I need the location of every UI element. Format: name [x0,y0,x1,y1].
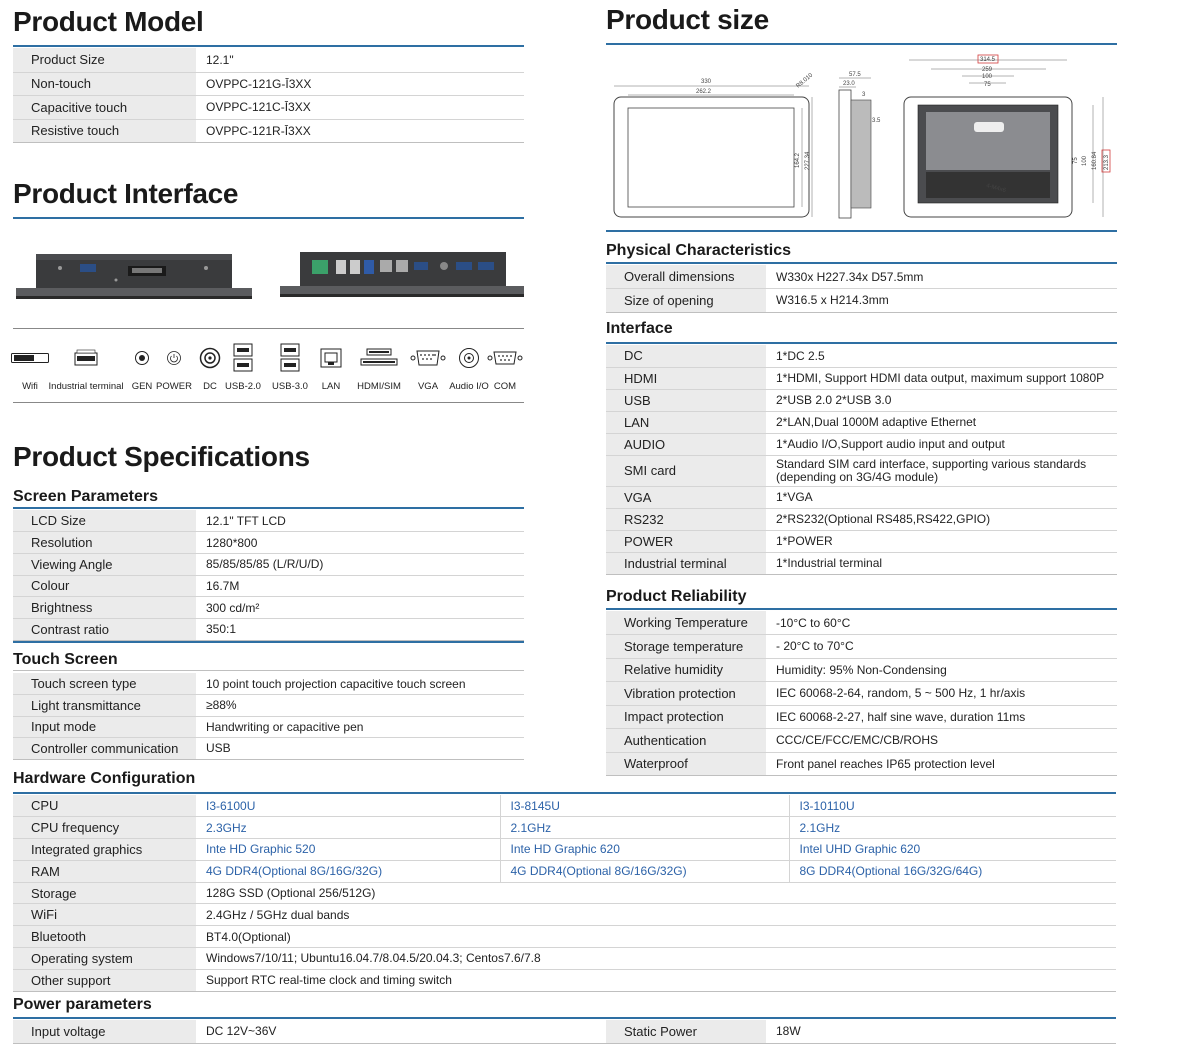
spec-row-bluetooth [13,926,1116,948]
front-view-drawing [614,72,815,217]
brightness-value: 300 cd/m² [196,597,524,619]
usb-value: 2*USB 2.0 2*USB 3.0 [766,389,1117,411]
reliability-title: Product Reliability [606,588,747,605]
interface-icon-label: COM [493,381,517,392]
interface-icon-label: LAN [321,381,341,392]
spec-row-size-of-opening [606,289,1117,313]
lan-icon [320,342,342,374]
brightness-label: Brightness [13,597,196,619]
interface-lan [306,342,356,392]
spec-row-impact-protection [606,705,1117,729]
working-temperature-label: Working Temperature [606,611,766,635]
non-touch-value: OVPPC-121G-Ī3XX [196,72,524,95]
interface-icon-label: Audio I/O [449,381,489,392]
static-power-label: Static Power [606,1020,766,1043]
spec-row-audio [606,433,1117,455]
viewing-angle-value: 85/85/85/85 (L/R/U/D) [196,553,524,575]
rs232-label: RS232 [606,508,766,530]
lcd-size-label: LCD Size [13,510,196,532]
overall-dimensions-label: Overall dimensions [606,265,766,289]
back-screw: 4-M4x6 [985,183,1007,195]
audio-label: AUDIO [606,433,766,455]
cpu-value-1: I3-6100U [196,795,500,817]
spec-row-viewing-angle [13,553,524,575]
product-model-rule [13,45,524,47]
product-size-rule [606,43,1117,45]
side-d3: 3 [862,92,866,98]
contrast-ratio-label: Contrast ratio [13,618,196,640]
other-support-label: Other support [13,969,196,991]
dc-value: 1*DC 2.5 [766,345,1117,367]
integrated-graphics-value-1: Inte HD Graphic 520 [196,839,500,861]
back-view-drawing [904,55,1110,217]
back-w2: 259 [982,67,993,73]
spec-row-lan [606,411,1117,433]
front-w-inner: 262.2 [696,89,712,95]
integrated-graphics-value-2: Inte HD Graphic 620 [500,839,789,861]
spec-row-other-support [13,969,1116,991]
capacitive-touch-label: Capacitive touch [13,95,196,119]
input-mode-value: Handwriting or capacitive pen [196,716,524,738]
power-value: 1*POWER [766,530,1117,552]
spec-row-vga [606,486,1117,508]
spec-row-ram [13,860,1116,882]
spec-row-capacitive-touch [13,95,524,119]
product-size-bottom-rule [606,230,1117,232]
device-io-photo [280,250,524,300]
ram-value-2: 4G DDR4(Optional 8G/16G/32G) [500,860,789,882]
storage-label: Storage [13,882,196,904]
device-side-photo [16,250,252,302]
spec-row-waterproof [606,752,1117,776]
spec-row-storage [13,882,1116,904]
input-voltage-label: Input voltage [13,1020,196,1043]
dc-label: DC [606,345,766,367]
interface-icon-label: POWER [156,381,192,392]
spec-row-cpu-frequency [13,817,1116,839]
interface-industrial-terminal [48,342,124,392]
dimension-drawing [606,50,1117,228]
relative-humidity-value: Humidity: 95% Non-Condensing [766,658,1117,682]
back-h2: 100 [1082,155,1088,166]
hdmi-sim-icon [360,342,398,374]
overall-dimensions-value: W330x H227.34x D57.5mm [766,265,1117,289]
spec-row-touch-screen-type [13,673,524,695]
side-d1: 57.5 [849,72,861,78]
cpu-frequency-label: CPU frequency [13,817,196,839]
hdmi-value: 1*HDMI, Support HDMI data output, maximum support 1080P [766,367,1117,389]
operating-system-value: Windows7/10/11; Ubuntu16.04.7/8.04.5/20.04.3; Centos7.6/7.8 [196,948,1116,970]
spec-row-product-size [13,48,524,72]
interface-icon-label: GEN [131,381,153,392]
front-w-outer: 330 [701,79,712,85]
power-label: POWER [606,530,766,552]
input-mode-label: Input mode [13,716,196,738]
interface-icon-label: VGA [417,381,439,392]
size-of-opening-label: Size of opening [606,289,766,313]
colour-label: Colour [13,575,196,597]
smi-card-label: SMI card [606,455,766,486]
relative-humidity-label: Relative humidity [606,658,766,682]
interface-wifi [5,342,55,392]
waterproof-value: Front panel reaches IP65 protection level [766,752,1117,776]
product-size-label: Product Size [13,48,196,72]
static-power-value: 18W [766,1020,1116,1043]
interface-icon-label: HDMI/SIM [357,381,401,392]
controller-communication-label: Controller communication [13,738,196,760]
touch-screen-title: Touch Screen [13,651,118,668]
spec-row-operating-system [13,948,1116,970]
rs232-value: 2*RS232(Optional RS485,RS422,GPIO) [766,508,1117,530]
spec-row-smi-card [606,455,1117,486]
bluetooth-label: Bluetooth [13,926,196,948]
spec-row-overall-dimensions [606,265,1117,289]
spec-row-dc [606,345,1117,367]
interface-table [606,345,1117,575]
spec-row-usb [606,389,1117,411]
touch-screen-type-value: 10 point touch projection capacitive touch screen [196,673,524,695]
spec-row-input-mode [13,716,524,738]
audio-value: 1*Audio I/O,Support audio input and output [766,433,1117,455]
product-specifications-title: Product Specifications [13,441,310,472]
resolution-label: Resolution [13,532,196,554]
touch-screen-type-label: Touch screen type [13,673,196,695]
interface-icon-label: DC [203,381,217,392]
spec-row-authentication [606,729,1117,753]
light-transmittance-label: Light transmittance [13,695,196,717]
controller-communication-value: USB [196,738,524,760]
spec-row-cpu [13,795,1116,817]
audio-icon [458,342,480,374]
touch-screen-rule [13,641,524,643]
back-h1: 75 [1073,157,1079,164]
impact-protection-value: IEC 60068-2-27, half sine wave, duration 11ms [766,705,1117,729]
storage-temperature-label: Storage temperature [606,635,766,659]
spec-row-storage-temperature [606,635,1117,659]
cpu-frequency-value-3: 2.1GHz [789,817,1116,839]
spec-row-non-touch [13,72,524,95]
interface-hdmi-sim [354,342,404,392]
storage-value: 128G SSD (Optional 256/512G) [196,882,1116,904]
usb-label: USB [606,389,766,411]
vga-label: VGA [606,486,766,508]
operating-system-label: Operating system [13,948,196,970]
cpu-frequency-value-2: 2.1GHz [500,817,789,839]
hardware-configuration-rule [13,792,1116,794]
wifi-label: WiFi [13,904,196,926]
power-parameters-table [13,1020,1116,1044]
authentication-label: Authentication [606,729,766,753]
non-touch-label: Non-touch [13,72,196,95]
spec-row-resolution [13,532,524,554]
integrated-graphics-value-3: Intel UHD Graphic 620 [789,839,1116,861]
usb3-icon [280,342,300,374]
front-h-inner: 164.2 [795,152,801,168]
power-icon [166,342,182,374]
bluetooth-value: BT4.0(Optional) [196,926,1116,948]
wifi-icon [11,342,49,374]
spec-row-brightness [13,597,524,619]
front-corner: R8.010 [795,72,815,90]
interface-com [480,342,530,392]
spec-row-rs232 [606,508,1117,530]
ram-value-3: 8G DDR4(Optional 16G/32G/64G) [789,860,1116,882]
viewing-angle-label: Viewing Angle [13,553,196,575]
spec-row-working-temperature [606,611,1117,635]
spec-row-lcd-size [13,510,524,532]
cpu-label: CPU [13,795,196,817]
product-model-title: Product Model [13,6,204,37]
interface-icons-bottom-rule [13,402,524,403]
back-h4: 213.3 [1104,154,1110,170]
industrial-terminal-icon [74,342,98,374]
resistive-touch-label: Resistive touch [13,119,196,142]
product-interface-rule [13,217,524,219]
side-d4: 3.5 [872,118,881,124]
spec-row-light-transmittance [13,695,524,717]
interface-icon-label: USB-2.0 [225,381,261,392]
working-temperature-value: -10°C to 60°C [766,611,1117,635]
light-transmittance-value: ≥88% [196,695,524,717]
interface-icon-label: Wifi [22,381,38,392]
authentication-value: CCC/CE/FCC/EMC/CB/ROHS [766,729,1117,753]
wifi-value: 2.4GHz / 5GHz dual bands [196,904,1116,926]
interface-rule [606,342,1117,344]
spec-row-relative-humidity [606,658,1117,682]
reliability-table [606,611,1117,776]
resolution-value: 1280*800 [196,532,524,554]
spec-row-integrated-graphics [13,839,1116,861]
back-w4: 75 [984,82,991,88]
vga-value: 1*VGA [766,486,1117,508]
gen-icon [134,342,150,374]
other-support-value: Support RTC real-time clock and timing switch [196,969,1116,991]
input-voltage-value: DC 12V~36V [196,1020,606,1043]
power-parameters-rule [13,1017,1116,1019]
storage-temperature-value: - 20°C to 70°C [766,635,1117,659]
spec-row-wifi [13,904,1116,926]
resistive-touch-value: OVPPC-121R-Ī3XX [196,119,524,142]
physical-rule [606,262,1117,264]
hardware-configuration-table [13,795,1116,992]
physical-title: Physical Characteristics [606,242,791,259]
industrial-terminal-value: 1*Industrial terminal [766,552,1117,574]
product-size-value: 12.1" [196,48,524,72]
size-of-opening-value: W316.5 x H214.3mm [766,289,1117,313]
hardware-configuration-title: Hardware Configuration [13,770,196,787]
spec-row-power [606,530,1117,552]
spec-row-hdmi [606,367,1117,389]
smi-card-value: Standard SIM card interface, supporting various standards (depending on 3G/4G module) [766,455,1117,486]
interface-icon-label: USB-3.0 [272,381,308,392]
power-parameters-title: Power parameters [13,996,152,1013]
spec-row-industrial-terminal [606,552,1117,574]
physical-table [606,265,1117,313]
capacitive-touch-value: OVPPC-121C-Ī3XX [196,95,524,119]
cpu-value-3: I3-10110U [789,795,1116,817]
lcd-size-value: 12.1" TFT LCD [196,510,524,532]
cpu-value-2: I3-8145U [500,795,789,817]
screen-parameters-title: Screen Parameters [13,488,158,505]
cpu-frequency-value-1: 2.3GHz [196,817,500,839]
screen-parameters-table [13,510,524,641]
side-d2: 23.0 [843,81,855,87]
hdmi-label: HDMI [606,367,766,389]
contrast-ratio-value: 350:1 [196,618,524,640]
reliability-rule [606,608,1117,610]
touch-screen-table [13,673,524,760]
interface-title: Interface [606,320,673,337]
interface-icons-top-rule [13,328,524,329]
product-interface-title: Product Interface [13,178,239,209]
colour-value: 16.7M [196,575,524,597]
spec-row-contrast-ratio [13,618,524,640]
product-size-title: Product size [606,4,769,35]
spec-row-colour [13,575,524,597]
lan-label: LAN [606,411,766,433]
spec-row-controller-communication [13,738,524,760]
product-model-table [13,48,524,143]
back-h3: 160.84 [1092,151,1098,170]
com-icon [487,342,523,374]
interface-usb-2-0 [218,342,268,392]
back-w3: 100 [982,74,993,80]
interface-icon-label: Industrial terminal [48,381,124,392]
ram-label: RAM [13,860,196,882]
usb2-icon [233,342,253,374]
vibration-protection-value: IEC 60068-2-64, random, 5 ~ 500 Hz, 1 hr/axis [766,682,1117,706]
side-view-drawing [839,72,881,218]
integrated-graphics-label: Integrated graphics [13,839,196,861]
waterproof-label: Waterproof [606,752,766,776]
industrial-terminal-label: Industrial terminal [606,552,766,574]
impact-protection-label: Impact protection [606,705,766,729]
touch-screen-under-rule [13,670,524,671]
vibration-protection-label: Vibration protection [606,682,766,706]
lan-value: 2*LAN,Dual 1000M adaptive Ethernet [766,411,1117,433]
spec-row-resistive-touch [13,119,524,142]
front-h-outer: 227.34 [805,151,811,170]
back-w1: 314.5 [980,57,996,63]
spec-row-vibration-protection [606,682,1117,706]
screen-parameters-rule [13,507,524,509]
ram-value-1: 4G DDR4(Optional 8G/16G/32G) [196,860,500,882]
vga-icon [410,342,446,374]
